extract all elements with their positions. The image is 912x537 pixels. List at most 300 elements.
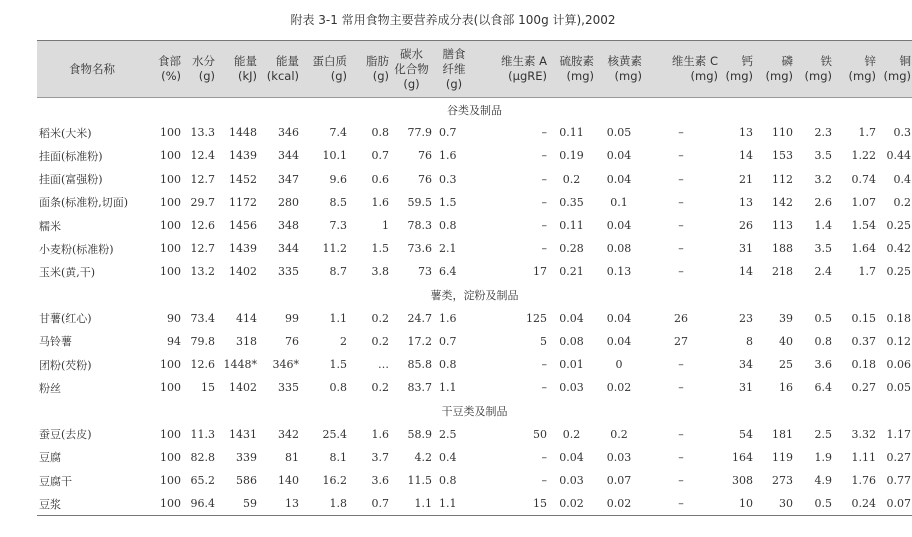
table-row bbox=[37, 423, 912, 446]
copper-cell: 0.27 bbox=[886, 450, 911, 464]
dietary-fiber-cell: 1.1 bbox=[439, 381, 457, 395]
dietary-fiber-cell: 0.8 bbox=[439, 358, 457, 372]
energy-kj-cell: 1456 bbox=[229, 219, 257, 233]
header-line: 磷 bbox=[781, 54, 793, 68]
zinc-cell: 3.32 bbox=[851, 427, 876, 441]
col-dietary-fiber-header bbox=[433, 41, 475, 98]
riboflavin-cell: 0.04 bbox=[606, 334, 632, 348]
iron-cell: 2.5 bbox=[814, 427, 832, 441]
water-cell: 11.3 bbox=[190, 427, 215, 441]
thiamine-cell: 0.35 bbox=[559, 195, 584, 209]
table-row bbox=[37, 214, 912, 237]
energy-kcal-cell: 280 bbox=[278, 195, 299, 209]
iron-cell: 3.5 bbox=[814, 242, 832, 256]
phosphorus-cell: 218 bbox=[772, 265, 793, 279]
table-row bbox=[37, 446, 912, 469]
copper-cell: 0.07 bbox=[877, 492, 912, 516]
col-energy-kj-header bbox=[216, 41, 258, 98]
fat-cell: 0.2 bbox=[371, 381, 389, 395]
header-line: 碳水 bbox=[400, 46, 423, 61]
vitamin-c-cell: – bbox=[678, 149, 684, 163]
vitamin-c-cell: – bbox=[678, 172, 684, 186]
calcium-cell: 54 bbox=[739, 427, 753, 441]
protein-cell: 1.5 bbox=[329, 358, 347, 372]
fat-cell: 3.7 bbox=[371, 450, 389, 464]
iron-cell: 0.8 bbox=[814, 334, 832, 348]
protein-cell: 0.8 bbox=[329, 381, 347, 395]
copper-cell: 1.17 bbox=[886, 427, 911, 441]
energy-kcal-cell: 140 bbox=[278, 474, 299, 488]
thiamine-cell: 0.03 bbox=[559, 474, 584, 488]
header-line: 食部 bbox=[158, 54, 181, 68]
zinc-cell: 1.7 bbox=[858, 126, 876, 140]
carbohydrate-cell: 58.9 bbox=[407, 427, 432, 441]
vitamin-c-cell: – bbox=[678, 126, 684, 140]
fat-cell: … bbox=[378, 358, 389, 372]
thiamine-cell: 0.03 bbox=[559, 381, 584, 395]
vitamin-a-cell: – bbox=[541, 358, 547, 372]
vitamin-a-cell: – bbox=[541, 381, 547, 395]
copper-cell: 0.05 bbox=[886, 381, 911, 395]
carbohydrate-cell: 73 bbox=[418, 265, 432, 279]
thiamine-cell: 0.28 bbox=[559, 242, 584, 256]
col-vitamin-c-header bbox=[643, 41, 719, 98]
food-name-cell: 蚕豆(去皮) bbox=[39, 428, 92, 442]
copper-cell: 0.44 bbox=[886, 149, 911, 163]
fat-cell: 0.7 bbox=[348, 492, 390, 516]
iron-cell: 2.6 bbox=[814, 195, 832, 209]
phosphorus-cell: 142 bbox=[772, 195, 793, 209]
thiamine-cell: 0.04 bbox=[559, 450, 584, 464]
col-thiamine-header bbox=[548, 41, 595, 98]
edible-portion-cell: 100 bbox=[160, 265, 181, 279]
header-line: 水分 bbox=[192, 54, 215, 68]
carbohydrate-cell: 59.5 bbox=[407, 195, 432, 209]
zinc-cell: 1.22 bbox=[851, 149, 876, 163]
iron-cell: 6.4 bbox=[814, 381, 832, 395]
calcium-cell: 34 bbox=[739, 358, 753, 372]
vitamin-c-cell: – bbox=[678, 381, 684, 395]
calcium-cell: 13 bbox=[739, 195, 753, 209]
copper-cell: 0.3 bbox=[893, 126, 911, 140]
table-row bbox=[37, 376, 912, 399]
fat-cell: 0.2 bbox=[371, 334, 389, 348]
vitamin-a-cell: – bbox=[541, 474, 547, 488]
dietary-fiber-cell: 0.8 bbox=[439, 474, 457, 488]
zinc-cell: 0.37 bbox=[851, 334, 876, 348]
riboflavin-cell: 0.02 bbox=[595, 492, 643, 516]
col-carbohydrate-header bbox=[390, 41, 433, 98]
edible-portion-cell: 100 bbox=[160, 427, 181, 441]
table-row bbox=[37, 307, 912, 330]
header-line: 蛋白质 bbox=[312, 54, 347, 68]
riboflavin-cell: 0.03 bbox=[606, 450, 632, 464]
header-line: 化合物 bbox=[394, 61, 429, 76]
carbohydrate-cell: 1.1 bbox=[390, 492, 433, 516]
thiamine-cell: 0.19 bbox=[559, 149, 584, 163]
vitamin-a-cell: 5 bbox=[540, 334, 547, 348]
category-row bbox=[37, 98, 912, 122]
header-line: (mg) bbox=[566, 69, 594, 83]
vitamin-c-cell: 27 bbox=[674, 334, 688, 348]
vitamin-c-cell: – bbox=[643, 492, 719, 516]
edible-portion-cell: 100 bbox=[160, 381, 181, 395]
protein-cell: 8.5 bbox=[329, 195, 347, 209]
energy-kj-cell: 1402 bbox=[229, 381, 257, 395]
table-row bbox=[37, 469, 912, 492]
vitamin-c-cell: – bbox=[678, 358, 684, 372]
fat-cell: 0.2 bbox=[371, 311, 389, 325]
thiamine-cell: 0.2 bbox=[562, 172, 581, 186]
riboflavin-cell: 0.2 bbox=[610, 427, 628, 441]
calcium-cell: 23 bbox=[739, 311, 753, 325]
food-name-cell: 糯米 bbox=[39, 219, 61, 233]
vitamin-a-cell: – bbox=[541, 450, 547, 464]
dietary-fiber-cell: 0.8 bbox=[439, 219, 457, 233]
dietary-fiber-cell: 0.3 bbox=[439, 172, 457, 186]
fat-cell: 3.8 bbox=[371, 265, 389, 279]
dietary-fiber-cell: 1.5 bbox=[439, 195, 457, 209]
energy-kj-cell: 586 bbox=[236, 474, 257, 488]
header-line: 纤维 bbox=[442, 61, 466, 76]
energy-kcal-cell: 346 bbox=[278, 126, 299, 140]
col-riboflavin-header bbox=[595, 41, 643, 98]
header-line: 维生素 C bbox=[671, 54, 718, 68]
thiamine-cell: 0.08 bbox=[559, 334, 584, 348]
col-protein-header bbox=[300, 41, 348, 98]
energy-kcal-cell: 335 bbox=[278, 381, 299, 395]
water-cell: 12.6 bbox=[190, 219, 215, 233]
fat-cell: 0.6 bbox=[371, 172, 389, 186]
protein-cell: 10.1 bbox=[322, 149, 347, 163]
phosphorus-cell: 110 bbox=[772, 126, 793, 140]
header-line: (g) bbox=[445, 76, 463, 91]
table-row bbox=[37, 191, 912, 214]
nutrition-table bbox=[37, 40, 912, 516]
carbohydrate-cell: 77.9 bbox=[407, 126, 432, 140]
fat-cell: 3.6 bbox=[371, 474, 389, 488]
header-line: (μgRE) bbox=[508, 69, 547, 83]
category-label: 薯类，淀粉及制品 bbox=[430, 289, 519, 303]
col-phosphorus-header bbox=[754, 41, 794, 98]
riboflavin-cell: 0 bbox=[615, 358, 623, 372]
table-row bbox=[37, 260, 912, 283]
phosphorus-cell: 181 bbox=[772, 427, 793, 441]
calcium-cell: 31 bbox=[739, 242, 753, 256]
thiamine-cell: 0.02 bbox=[548, 492, 595, 516]
col-edible-portion-header bbox=[147, 41, 182, 98]
phosphorus-cell: 119 bbox=[772, 450, 793, 464]
zinc-cell: 1.76 bbox=[851, 474, 876, 488]
copper-cell: 0.25 bbox=[886, 265, 911, 279]
energy-kj-cell: 1448 bbox=[229, 126, 257, 140]
category-row bbox=[37, 284, 912, 307]
fat-cell: 1 bbox=[382, 219, 389, 233]
food-name-cell: 玉米(黄,干) bbox=[39, 265, 96, 279]
protein-cell: 7.3 bbox=[329, 219, 347, 233]
carbohydrate-cell: 76 bbox=[418, 149, 432, 163]
category-label: 谷类及制品 bbox=[447, 103, 502, 117]
energy-kj-cell: 339 bbox=[236, 450, 257, 464]
header-line: 食物名称 bbox=[69, 61, 115, 76]
water-cell: 15 bbox=[201, 381, 215, 395]
carbohydrate-cell: 83.7 bbox=[407, 381, 432, 395]
zinc-cell: 0.24 bbox=[833, 492, 877, 516]
header-line: (mg) bbox=[725, 69, 753, 83]
phosphorus-cell: 273 bbox=[772, 474, 793, 488]
zinc-cell: 1.07 bbox=[851, 195, 876, 209]
header-line: (g) bbox=[330, 69, 347, 83]
vitamin-c-cell: – bbox=[678, 219, 684, 233]
iron-cell: 3.2 bbox=[814, 172, 832, 186]
category-label: 干豆类及制品 bbox=[441, 405, 508, 419]
water-cell: 12.7 bbox=[190, 172, 215, 186]
header-line: 钙 bbox=[741, 54, 753, 68]
protein-cell: 8.7 bbox=[329, 265, 347, 279]
vitamin-c-cell: – bbox=[678, 427, 684, 441]
food-name-cell: 甘薯(红心) bbox=[39, 312, 92, 326]
energy-kcal-cell: 99 bbox=[285, 311, 299, 325]
vitamin-c-cell: – bbox=[678, 265, 684, 279]
energy-kj-cell: 1431 bbox=[229, 427, 257, 441]
riboflavin-cell: 0.04 bbox=[606, 172, 632, 186]
header-line: (mg) bbox=[690, 69, 718, 83]
header-line: (mg) bbox=[804, 69, 832, 83]
calcium-cell: 31 bbox=[739, 381, 753, 395]
edible-portion-cell: 100 bbox=[160, 219, 181, 233]
protein-cell: 11.2 bbox=[322, 242, 347, 256]
carbohydrate-cell: 11.5 bbox=[407, 474, 432, 488]
fat-cell: 1.6 bbox=[371, 195, 389, 209]
iron-cell: 0.5 bbox=[794, 492, 833, 516]
dietary-fiber-cell: 1.1 bbox=[433, 492, 475, 516]
iron-cell: 3.5 bbox=[814, 149, 832, 163]
calcium-cell: 21 bbox=[739, 172, 753, 186]
vitamin-a-cell: – bbox=[541, 149, 547, 163]
edible-portion-cell: 100 bbox=[160, 149, 181, 163]
table-row bbox=[37, 492, 912, 516]
zinc-cell: 1.7 bbox=[858, 265, 876, 279]
dietary-fiber-cell: 1.6 bbox=[439, 149, 457, 163]
vitamin-c-cell: 26 bbox=[674, 311, 688, 325]
energy-kj-cell: 1439 bbox=[229, 242, 257, 256]
dietary-fiber-cell: 0.7 bbox=[439, 126, 457, 140]
energy-kcal-cell: 348 bbox=[278, 219, 299, 233]
energy-kcal-cell: 346* bbox=[272, 358, 299, 372]
iron-cell: 0.5 bbox=[814, 311, 832, 325]
dietary-fiber-cell: 1.6 bbox=[439, 311, 457, 325]
dietary-fiber-cell: 0.7 bbox=[439, 334, 457, 348]
edible-portion-cell: 100 bbox=[160, 474, 181, 488]
protein-cell: 8.1 bbox=[329, 450, 347, 464]
energy-kcal-cell: 342 bbox=[278, 427, 299, 441]
riboflavin-cell: 0.04 bbox=[606, 149, 632, 163]
thiamine-cell: 0.11 bbox=[559, 219, 584, 233]
vitamin-c-cell: – bbox=[678, 195, 684, 209]
edible-portion-cell: 94 bbox=[167, 334, 181, 348]
fat-cell: 1.5 bbox=[371, 242, 389, 256]
vitamin-c-cell: – bbox=[678, 450, 684, 464]
food-name-cell: 小麦粉(标准粉) bbox=[39, 242, 114, 256]
table-row bbox=[37, 144, 912, 167]
edible-portion-cell: 100 bbox=[160, 126, 181, 140]
zinc-cell: 0.18 bbox=[851, 358, 876, 372]
header-line: (%) bbox=[161, 69, 181, 83]
vitamin-a-cell: – bbox=[541, 195, 547, 209]
zinc-cell: 1.64 bbox=[851, 242, 876, 256]
energy-kcal-cell: 344 bbox=[278, 242, 299, 256]
carbohydrate-cell: 73.6 bbox=[407, 242, 432, 256]
header-line: 锌 bbox=[864, 54, 876, 68]
calcium-cell: 164 bbox=[732, 450, 753, 464]
carbohydrate-cell: 78.3 bbox=[407, 219, 432, 233]
iron-cell: 2.3 bbox=[814, 126, 832, 140]
dietary-fiber-cell: 2.1 bbox=[439, 242, 457, 256]
energy-kj-cell: 1172 bbox=[229, 195, 257, 209]
phosphorus-cell: 39 bbox=[779, 311, 793, 325]
food-name-cell: 挂面(富强粉) bbox=[39, 173, 103, 187]
calcium-cell: 14 bbox=[739, 265, 753, 279]
phosphorus-cell: 112 bbox=[772, 172, 793, 186]
water-cell: 96.4 bbox=[182, 492, 216, 516]
phosphorus-cell: 25 bbox=[779, 358, 793, 372]
riboflavin-cell: 0.05 bbox=[606, 126, 632, 140]
table-row bbox=[37, 121, 912, 144]
carbohydrate-cell: 17.2 bbox=[407, 334, 432, 348]
protein-cell: 7.4 bbox=[329, 126, 347, 140]
iron-cell: 1.9 bbox=[814, 450, 832, 464]
riboflavin-cell: 0.1 bbox=[610, 195, 628, 209]
carbohydrate-cell: 85.8 bbox=[407, 358, 432, 372]
food-name-cell: 挂面(标准粉) bbox=[39, 149, 103, 163]
protein-cell: 2 bbox=[340, 334, 347, 348]
iron-cell: 3.6 bbox=[814, 358, 832, 372]
header-line: 脂肪 bbox=[366, 54, 389, 68]
col-fat-header bbox=[348, 41, 390, 98]
col-iron-header bbox=[794, 41, 833, 98]
copper-cell: 0.06 bbox=[886, 358, 911, 372]
riboflavin-cell: 0.07 bbox=[606, 474, 632, 488]
phosphorus-cell: 188 bbox=[772, 242, 793, 256]
water-cell: 79.8 bbox=[190, 334, 215, 348]
fat-cell: 1.6 bbox=[371, 427, 389, 441]
protein-cell: 1.1 bbox=[329, 311, 347, 325]
water-cell: 12.6 bbox=[190, 358, 215, 372]
riboflavin-cell: 0.04 bbox=[606, 311, 632, 325]
thiamine-cell: 0.01 bbox=[559, 358, 584, 372]
calcium-cell: 10 bbox=[719, 492, 754, 516]
table-row bbox=[37, 168, 912, 191]
header-line: (mg) bbox=[614, 69, 642, 83]
header-line: 铁 bbox=[820, 54, 832, 68]
energy-kcal-cell: 76 bbox=[285, 334, 299, 348]
copper-cell: 0.77 bbox=[886, 474, 911, 488]
food-name-cell: 粉丝 bbox=[39, 381, 61, 395]
zinc-cell: 1.11 bbox=[851, 450, 876, 464]
copper-cell: 0.18 bbox=[886, 311, 911, 325]
header-line: (kJ) bbox=[237, 69, 257, 83]
table-row bbox=[37, 237, 912, 260]
dietary-fiber-cell: 6.4 bbox=[439, 265, 457, 279]
header-line: 维生素 A bbox=[500, 54, 547, 68]
dietary-fiber-cell: 0.4 bbox=[439, 450, 457, 464]
energy-kj-cell: 1439 bbox=[229, 149, 257, 163]
protein-cell: 9.6 bbox=[329, 172, 347, 186]
header-line: (g) bbox=[372, 69, 389, 83]
header-line: (mg) bbox=[848, 69, 876, 83]
water-cell: 29.7 bbox=[190, 195, 215, 209]
riboflavin-cell: 0.13 bbox=[606, 265, 632, 279]
zinc-cell: 0.15 bbox=[851, 311, 876, 325]
copper-cell: 0.25 bbox=[886, 219, 911, 233]
vitamin-a-cell: – bbox=[541, 126, 547, 140]
food-name-cell: 稻米(大米) bbox=[39, 126, 92, 140]
header-line: (mg) bbox=[883, 69, 911, 83]
water-cell: 65.2 bbox=[190, 474, 215, 488]
header-line: 膳食 bbox=[442, 46, 466, 61]
vitamin-a-cell: 17 bbox=[533, 265, 547, 279]
edible-portion-cell: 100 bbox=[147, 492, 182, 516]
energy-kcal-cell: 13 bbox=[258, 492, 300, 516]
col-zinc-header bbox=[833, 41, 877, 98]
energy-kj-cell: 1448* bbox=[223, 358, 257, 372]
water-cell: 82.8 bbox=[190, 450, 215, 464]
riboflavin-cell: 0.02 bbox=[606, 381, 632, 395]
edible-portion-cell: 100 bbox=[160, 195, 181, 209]
vitamin-a-cell: 50 bbox=[533, 427, 547, 441]
category-row bbox=[37, 399, 912, 422]
header-line: (g) bbox=[403, 76, 420, 91]
copper-cell: 0.12 bbox=[886, 334, 911, 348]
table-row bbox=[37, 330, 912, 353]
calcium-cell: 8 bbox=[746, 334, 753, 348]
col-calcium-header bbox=[719, 41, 754, 98]
header-line: 硫胺素 bbox=[559, 54, 594, 68]
phosphorus-cell: 40 bbox=[779, 334, 793, 348]
iron-cell: 2.4 bbox=[814, 265, 832, 279]
food-name-cell: 马铃薯 bbox=[39, 335, 72, 349]
thiamine-cell: 0.2 bbox=[562, 427, 581, 441]
vitamin-c-cell: – bbox=[678, 474, 684, 488]
phosphorus-cell: 153 bbox=[772, 149, 793, 163]
riboflavin-cell: 0.08 bbox=[606, 242, 632, 256]
vitamin-a-cell: – bbox=[541, 172, 547, 186]
energy-kj-cell: 1402 bbox=[229, 265, 257, 279]
energy-kcal-cell: 335 bbox=[278, 265, 299, 279]
vitamin-a-cell: 15 bbox=[475, 492, 548, 516]
header-line: 能量 bbox=[234, 54, 257, 68]
energy-kcal-cell: 344 bbox=[278, 149, 299, 163]
header-line: (mg) bbox=[765, 69, 793, 83]
energy-kj-cell: 414 bbox=[236, 311, 257, 325]
calcium-cell: 26 bbox=[739, 219, 753, 233]
copper-cell: 0.42 bbox=[886, 242, 911, 256]
phosphorus-cell: 30 bbox=[754, 492, 794, 516]
energy-kj-cell: 318 bbox=[236, 334, 257, 348]
vitamin-c-cell: – bbox=[678, 242, 684, 256]
table-body bbox=[37, 98, 912, 516]
col-water-header bbox=[182, 41, 216, 98]
header-line: 铜 bbox=[899, 54, 911, 68]
food-name-cell: 面条(标准粉,切面) bbox=[39, 196, 129, 210]
table-row bbox=[37, 353, 912, 376]
zinc-cell: 1.54 bbox=[851, 219, 876, 233]
food-name-cell: 豆腐干 bbox=[39, 474, 72, 488]
carbohydrate-cell: 4.2 bbox=[414, 450, 432, 464]
edible-portion-cell: 100 bbox=[160, 172, 181, 186]
thiamine-cell: 0.21 bbox=[559, 265, 584, 279]
calcium-cell: 308 bbox=[732, 474, 753, 488]
